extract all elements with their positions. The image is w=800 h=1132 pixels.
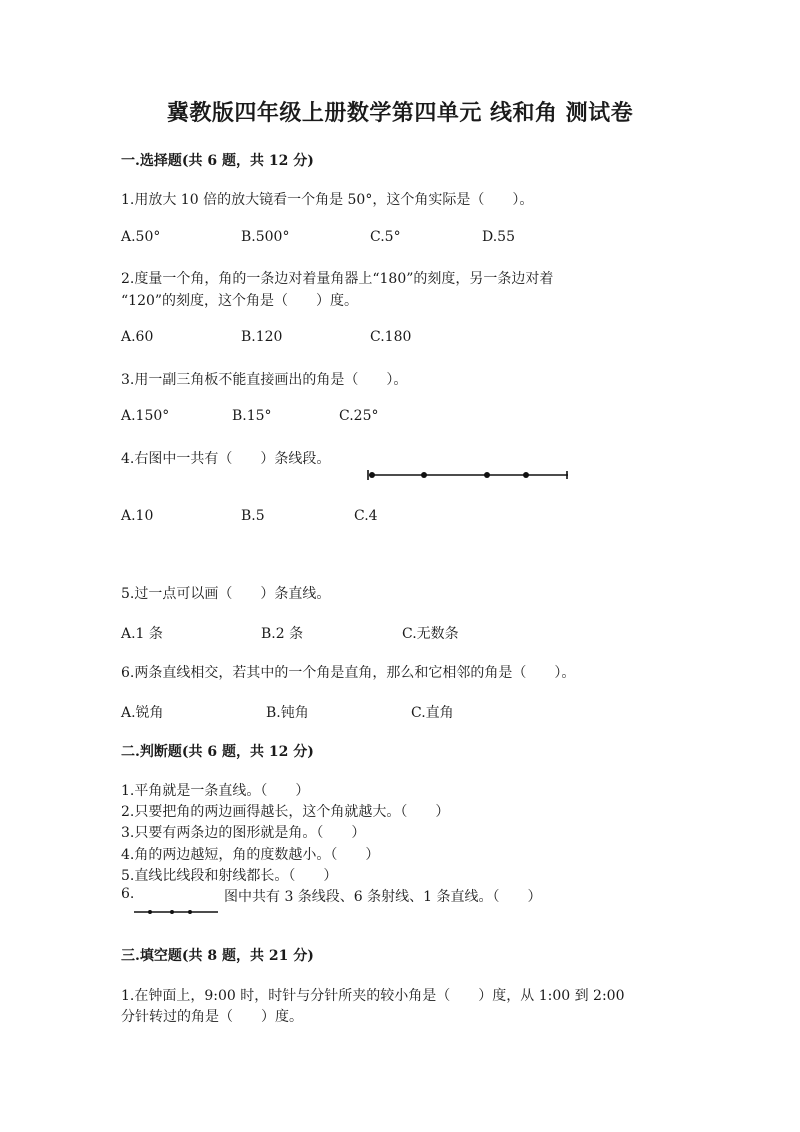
section-heading-fill: 三.填空题(共 8 题，共 21 分) <box>121 948 314 964</box>
q5-option-b: B.2 条 <box>261 626 304 642</box>
q5-option-c: C.无数条 <box>402 626 459 642</box>
q1-option-a: A.50° <box>121 229 161 245</box>
question-6: 6.两条直线相交，若其中的一个角是直角，那么和它相邻的角是（ ）。 <box>121 665 576 681</box>
q3-option-c: C.25° <box>339 408 379 424</box>
q1-option-d: D.55 <box>482 229 515 245</box>
q1-option-c: C.5° <box>370 229 401 245</box>
segment-point-1 <box>369 472 375 478</box>
figure-point-1 <box>148 910 152 914</box>
q6-option-a: A.锐角 <box>121 705 164 721</box>
q3-option-a: A.150° <box>121 408 170 424</box>
question-5: 5.过一点可以画（ ）条直线。 <box>121 586 331 602</box>
judge-item-1: 1.平角就是一条直线。（ ） <box>121 783 310 799</box>
question-3: 3.用一副三角板不能直接画出的角是（ ）。 <box>121 372 408 388</box>
question-1: 1.用放大 10 倍的放大镜看一个角是 50°，这个角实际是（ ）。 <box>121 192 534 208</box>
q5-option-a: A.1 条 <box>121 626 163 642</box>
fill-question-1-line1: 1.在钟面上，9:00 时，时针与分针所夹的较小角是（ ）度，从 1:00 到 2:00 <box>121 988 625 1004</box>
segment-point-2 <box>421 472 427 478</box>
fill-question-1-line2: 分针转过的角是（ ）度。 <box>121 1009 303 1025</box>
judge-item-4: 4.角的两边越短，角的度数越小。（ ） <box>121 847 380 863</box>
section-heading-judge: 二.判断题(共 6 题，共 12 分) <box>121 744 314 760</box>
q4-option-c: C.4 <box>354 508 378 524</box>
judge-item-2: 2.只要把角的两边画得越长，这个角就越大。（ ） <box>121 804 450 820</box>
question-2-line2: “120”的刻度，这个角是（ ）度。 <box>121 293 359 309</box>
lines-figure-judge-6 <box>134 906 218 916</box>
judge-item-6-number: 6. <box>121 886 135 902</box>
judge-item-6-text: 图中共有 3 条线段、6 条射线、1 条直线。（ ） <box>224 889 542 905</box>
segment-figure-q4 <box>366 468 571 482</box>
q2-option-b: B.120 <box>241 329 283 345</box>
q2-option-c: C.180 <box>370 329 412 345</box>
question-2-line1: 2.度量一个角，角的一条边对着量角器上“180”的刻度，另一条边对着 <box>121 271 554 287</box>
page-title: 冀教版四年级上册数学第四单元 线和角 测试卷 <box>166 100 634 126</box>
q4-option-a: A.10 <box>121 508 154 524</box>
q3-option-b: B.15° <box>232 408 272 424</box>
q2-option-a: A.60 <box>121 329 154 345</box>
segment-point-4 <box>523 472 529 478</box>
question-4: 4.右图中一共有（ ）条线段。 <box>121 451 331 467</box>
judge-item-3: 3.只要有两条边的图形就是角。（ ） <box>121 825 366 841</box>
segment-point-3 <box>484 472 490 478</box>
figure-point-2 <box>170 910 174 914</box>
section-heading-choice: 一.选择题(共 6 题，共 12 分) <box>121 153 314 169</box>
q4-option-b: B.5 <box>241 508 265 524</box>
figure-point-3 <box>188 910 192 914</box>
q1-option-b: B.500° <box>241 229 290 245</box>
judge-item-5: 5.直线比线段和射线都长。（ ） <box>121 868 338 884</box>
q6-option-c: C.直角 <box>411 705 454 721</box>
q6-option-b: B.钝角 <box>266 705 309 721</box>
